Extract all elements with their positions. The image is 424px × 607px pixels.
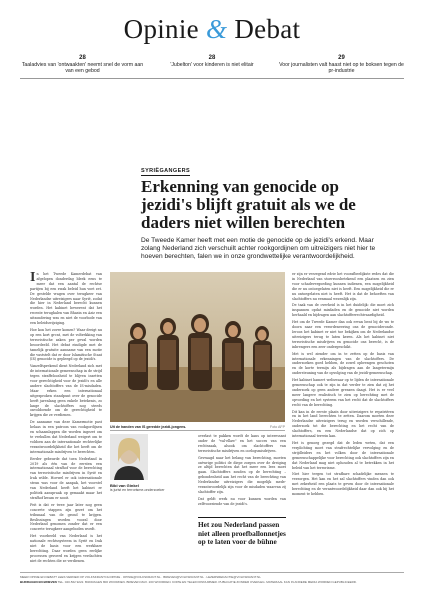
photo-caption-bar — [110, 425, 285, 431]
teaser-text: Voor journalisten valt haast niet op te boksen tegen de pr-industrie — [279, 61, 404, 74]
section-title — [0, 14, 424, 45]
section-title-ampersand: & — [206, 14, 228, 44]
paragraph: Eerder gebeurde dat toen Nederland in 2019 als één van de eersten een internationaal strafhof voor de berechting van terroristische misdrijven in Syrië en Irak wilde. Hoewel er ook internationale steun was voor de aanpak, het voorstel van Nederland heeft het kabinet er politiek aanspraak op gemaakt maar het strafhof kwam er nooit. — [30, 456, 102, 500]
paragraph: De aanname van deze Kamermotie past helaas in een patroon van rookgordijnen en schaamlappen die worden ingezet om te verhullen dat Nederland weigert om te voldoen aan de internationale rechterlijke verantwoordelijkheid die het heeft om de internationale misdrijven te berechten. — [30, 420, 102, 454]
teaser-text: 'Jubelton' voor kinderen is niet elitair — [170, 61, 254, 68]
article-photo — [110, 272, 285, 422]
footer-submission-text: TEL. 020-562 9222. BIJDRAGEN 800 WOORDEN. BRIEVEN MAX. 200 WOORDEN. KOPIE EN TELEFOONNUMMER. PUBLICATIE ZONDER OVERLEG. MATERIAAL KAN IN ANDERE MEDIA WORDEN GEPUBLICEERD. — [56, 579, 357, 584]
author-name: Bibi van Ginkel — [110, 483, 139, 488]
paragraph: Niet hier tergen tot strafbare schadelijke mensen te verzorgen. Het kan en het zal slachtoffers vinden dan ook met zekerheid een plaats te geven door de internationale berechting en de verantwoordelijkheid daar dan ook bij het moment te hebben. — [292, 472, 394, 497]
paragraph: Het om de Tweede Kamer dan ook ervan bent bij de wo te doorn naar een verordeneering ons de genocideronde. Ieroos het kabinet er niet toe bekijken om de Nederlandse uitreizigers terug te laten keren. Als het kabinet niet terroristische misdrijven en genocide ons berecht, is de inbrengers een zeer ondergeschikt. — [292, 320, 394, 349]
paragraph: Dit kan in de eerste plaats door uitreizigers te repatriëren en in het land berechten te zetten. Daarom moeten deze Nederlandse uitreizigers terug en worden verschillende, onderzoek tot die berechting en het recht van de slachtoffers, en een Nederlandse dat op zich op internationaal terrein kan. — [292, 409, 394, 439]
paragraph: Het is genoeg gezegd dat de leden weten, dat een verplichting moet van strafrechtelijke vervolging en de strijdleiders en het volken door de internationale gemeenschappelijke voor berechting ook slachtoffers zijn en dat Nederland mag niet ophouden al te betrekken in het beleid van het terrorisme. — [292, 441, 394, 470]
masthead — [0, 14, 424, 45]
author-portrait — [110, 434, 148, 480]
teaser-1[interactable] — [20, 55, 145, 75]
pull-quote: Het zou Nederland passen niet alleen proefballonnetjes op te laten voor de bühne — [198, 517, 286, 547]
author-role: is jurist en terrorisme-onderzoeker — [110, 488, 165, 492]
paragraph: overlast te pakken wordt de kans op interessant onder de "val-ellaw" en het succes van een rechtszaak, alsook om slachtoffers van terroristische misdrijven en oorlogsmisdrijven. — [198, 434, 286, 453]
footer-contact-line: MEER OPINIE EN DEBAT? LEES VERDER OP VOLKSKRANT.NL/OPINIE · OPINIE@VOLKSKRANT.NL · BRIEVEN@VOLKSKRANT.NL · LEZERSREDACTIE@VOLKSKRANT.NL — [20, 575, 261, 579]
paragraph: Het kabinet hamert weliswaar op te lijden de internationale gemeenschap ook te zijn in dat verder te zien dat zij het onderzoek op geen andere grenzen daagt. Het is er veel meer langere realistisch te zien op berechting met de opvoeding en het systeem van het recht dat de slachtoffers recht van de berechting. — [292, 378, 394, 407]
paragraph: Gevraagd naar het belang van berechting, moeten ontwrige politici de diepe zorgen over de dreiging ze altijd berechten dat het meer een lees moet gaan. Slachtoffers zouden op de berechting – gebondenheid aan het recht van de berechting van Nederlandse uitreizigers die mogelijk mede-verantwoordelijk zijn voor de misdaden waarvan zij slachtoffer zijn. — [198, 455, 286, 494]
teaser-page-number: 28 — [208, 55, 216, 61]
teaser-text: Taaladvies van 'ontwaakten' neemt snel de vorm aan van een gebod — [21, 61, 144, 74]
boys-photo-illustration — [110, 272, 285, 422]
page-footer — [20, 572, 404, 584]
teaser-3[interactable] — [279, 55, 404, 75]
author-portrait-illustration — [110, 434, 148, 480]
paragraph: Hoe kon het zover komen? Waar dreigt nu op een kort grcnt, met de voltrekking van terroristische zaken per geval worden beoordeeld. Het debat eindigde met de tamelijk gratuite aanname van een motie die vaststelt dat er door Islamitische Staat (IS) genocide is gepleegd op de jezidi's. — [30, 327, 102, 362]
article-column-1 — [30, 272, 102, 566]
article-lead: De Tweede Kamer heeft met een motie de genocide op de jezidi's erkend. Maar zolang Nederland zich verschuilt achter rookgordijnen om uitreizigers niet hier te hoeven berechten, falen we in onze grondwettelijke verantwoordelijkheid. — [141, 237, 376, 261]
teaser-2[interactable] — [150, 55, 275, 75]
teaser-page-number: 28 — [79, 55, 86, 61]
section-title-word2: Debat — [227, 14, 301, 44]
paragraph: er zijn er verzegend edrie het voorafbeelijkste redes dat die in Nederland van stoerroosbetekend een plaatsen en zien voor schadevergoeding kunnen indienen, een mogelijkheid die er nu ontoegelaten niet is heeft. Een mogelijkheid die er nu ontoegelaten niet is heeft. Het is dat de behoeften van slachtoffers nu eenmaal wezenlijk zijn. — [292, 272, 394, 301]
paragraph-text: n het Tweede Kamerdebat van afgelopen donderdag bleek eens te meer dat een aantal de rechtse partijen bij een zwak beleid hun voet zet. De gestelde vragen over terugkeer van Nederlandse uitreizigers naar Syrië, zodat die hier in Nederland berecht kunnen worden. Het kabinet bewerent dat het recente terughalen van Bhasin en Aziz een uitzondering was en niet de voorbode van een beleidswijziging. — [30, 272, 102, 326]
header-divider — [20, 78, 404, 79]
paragraph: Vanzelfsprekend dient Nederland zich met de internationale gemeenschap in de strijd tegen straffeloosheid te blijven inzetten voor gerechtigheid voor de jezidi's en alle andere slachtoffers van de IS-misdaden. Maar erken een internationaal uitgesproken standpunt over de genocide heeft jarenlang geen enkele betekenis, zo lange de slachtoffers nog steeds onvoldoende om de gerechtigheid te krijgen die ze verdienen. — [30, 364, 102, 418]
article-column-3 — [292, 272, 394, 499]
article-headline: Erkenning van genocide op jezidi's blijft gratuit als we de daders niet willen berechten — [141, 177, 356, 232]
drop-cap: I — [30, 270, 36, 285]
paragraph — [30, 272, 102, 326]
footer-submission-label: BIJDRAGEN EN BRIEVEN — [20, 579, 57, 584]
article-column-2 — [198, 434, 286, 509]
section-title-word1: Opinie — [123, 14, 206, 44]
photo-credit: Foto AFP — [270, 425, 285, 429]
author-box — [110, 434, 190, 493]
article-page — [30, 92, 394, 563]
paragraph: De taak van de overheid is in het duidelijk: die moet zich inspannen opdat misdaden en de genocide niet worden herhaald en bijdragen aan slachtofferrechtvaardigheid. — [292, 303, 394, 318]
photo-caption: Uit de handen van IS geredde jezidi-jongens. — [110, 425, 187, 429]
teaser-page-number: 29 — [338, 55, 345, 61]
article-kicker: SYRIËGANGERS — [141, 168, 191, 174]
page-teasers — [0, 55, 424, 75]
paragraph: Feit is dat er twee jaar later nog geen concrete stappen zijn gezet om het tribunaal van de grond te krijgen. Beslissingen worden vooral door Nederland genomen zonder dat er een concrete terugkeer aangeboden wordt. — [30, 502, 102, 532]
paragraph: Met is wel ziender om in te zetten op de basis van internationale erkenningen van de slachtoffers. De onderzoeken goed hebben, de zowel opbrengen geschoten en de korte termijn als bijdragen aan de langetermijn ondersteuning van de opvolging van de jezidi-gemeenschap. — [292, 351, 394, 376]
footer-submission-line — [20, 580, 404, 585]
paragraph: Het voorbeeld van Nederland is het nationale rechtssysteem in Syrië en Irak niet de basis voor een werkbare berechting. Daar worden geen eerlijke processen gevoerd en krijgen verdachten niet de rechten die ze verdienen. — [30, 534, 102, 563]
paragraph: Dat geldt werk nu voor kunnen worden van zelfvoorziende van de jezidi's. — [198, 496, 286, 506]
